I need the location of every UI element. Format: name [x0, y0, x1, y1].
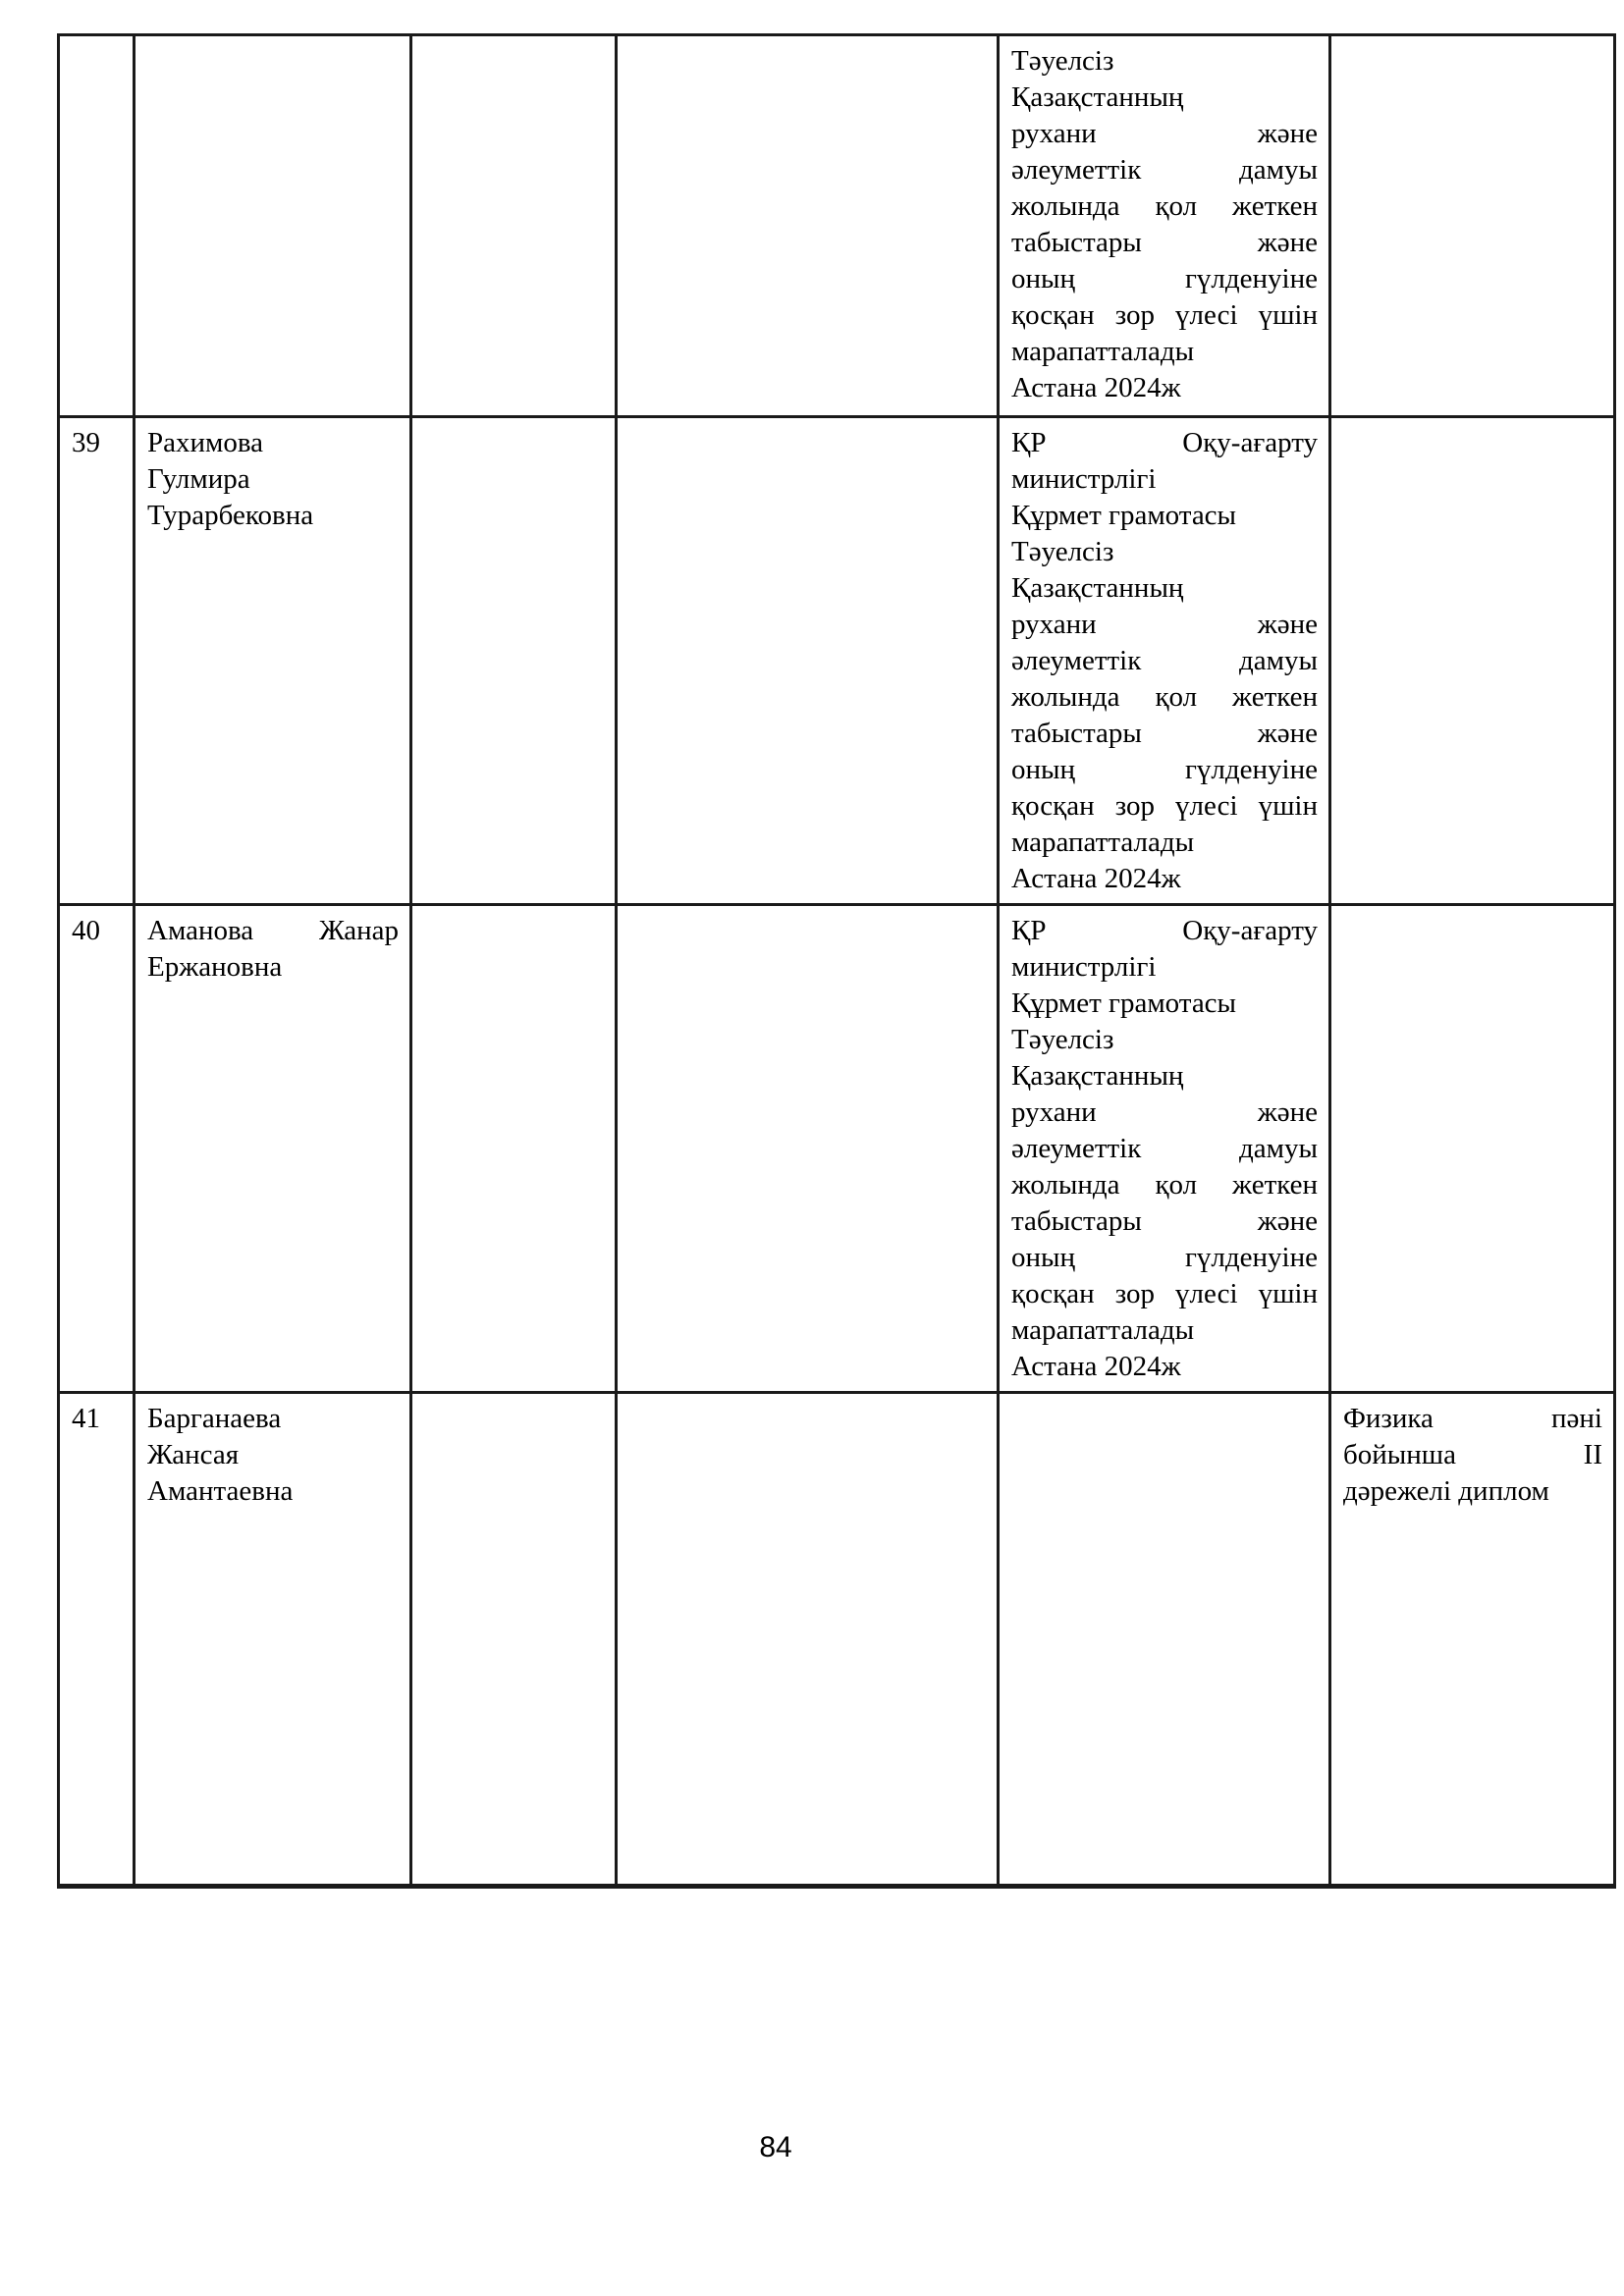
cell-award-text — [999, 417, 1330, 905]
page-number: 84 — [759, 2131, 792, 2163]
text-line: табыстары және — [1011, 718, 1318, 749]
text-line: әлеуметтік дамуы — [1011, 154, 1318, 186]
table-row-continuation — [59, 35, 1615, 417]
text-line: Тәуелсіз — [1011, 1024, 1114, 1055]
text-line: оның гүлденуіне — [1011, 754, 1318, 785]
text-line: марапатталады — [1011, 336, 1195, 367]
text-line: министрлігі — [1011, 951, 1157, 983]
text-line: марапатталады — [1011, 827, 1195, 858]
cell-empty — [617, 417, 999, 905]
text-line: министрлігі — [1011, 463, 1157, 495]
text-line: Тәуелсіз — [1011, 45, 1114, 77]
table-row-39 — [59, 417, 1615, 905]
cell-row-number: 41 — [59, 1393, 135, 1887]
text-line: қосқан зор үлесі үшін — [1011, 790, 1318, 822]
text-line: оның гүлденуіне — [1011, 263, 1318, 294]
text-line: Құрмет грамотасы — [1011, 988, 1237, 1019]
text-line: әлеуметтік дамуы — [1011, 1133, 1318, 1164]
cell-row-number — [59, 35, 135, 417]
text-line: жолында қол жеткен — [1011, 1169, 1318, 1201]
text-line: Барганаева — [147, 1403, 282, 1434]
text-line: жолында қол жеткен — [1011, 190, 1318, 222]
awards-table-body — [59, 35, 1615, 1887]
text-line: қосқан зор үлесі үшін — [1011, 299, 1318, 331]
text-line: рухани және — [1011, 609, 1318, 640]
cell-name — [135, 905, 411, 1393]
cell-diploma-text — [1330, 905, 1615, 1393]
cell-name — [135, 35, 411, 417]
text-line: рухани және — [1011, 1096, 1318, 1128]
cell-row-number: 39 — [59, 417, 135, 905]
cell-name — [135, 1393, 411, 1887]
text-line: ҚР Оқу-ағарту — [1011, 427, 1318, 458]
text-line: ҚР Оқу-ағарту — [1011, 915, 1318, 946]
cell-award-text — [999, 35, 1330, 417]
cell-row-number: 40 — [59, 905, 135, 1393]
table-row-40 — [59, 905, 1615, 1393]
text-line: Қазақстанның — [1011, 81, 1184, 113]
text-line: табыстары және — [1011, 227, 1318, 258]
text-line: марапатталады — [1011, 1314, 1195, 1346]
cell-diploma-text — [1330, 1393, 1615, 1887]
table-row-41 — [59, 1393, 1615, 1887]
cell-empty — [411, 1393, 617, 1887]
text-line: қосқан зор үлесі үшін — [1011, 1278, 1318, 1309]
text-line: Астана 2024ж — [1011, 863, 1181, 894]
cell-name — [135, 417, 411, 905]
text-line: оның гүлденуіне — [1011, 1242, 1318, 1273]
text-line: рухани және — [1011, 118, 1318, 149]
text-line: әлеуметтік дамуы — [1011, 645, 1318, 676]
cell-award-text — [999, 1393, 1330, 1887]
awards-table — [57, 33, 1616, 1889]
text-line: дәрежелі диплом — [1343, 1475, 1549, 1507]
text-line: Аманова Жанар — [147, 915, 399, 946]
text-line: Турарбековна — [147, 500, 314, 531]
cell-empty — [411, 35, 617, 417]
cell-award-text — [999, 905, 1330, 1393]
cell-empty — [617, 905, 999, 1393]
cell-empty — [411, 905, 617, 1393]
text-line: Физика пәні — [1343, 1403, 1602, 1434]
text-line: табыстары және — [1011, 1205, 1318, 1237]
text-line: Астана 2024ж — [1011, 372, 1181, 403]
cell-empty — [617, 35, 999, 417]
text-line: Жансая — [147, 1439, 240, 1470]
text-line: жолында қол жеткен — [1011, 681, 1318, 713]
text-line: бойынша II — [1343, 1439, 1602, 1470]
text-line: Қазақстанның — [1011, 572, 1184, 604]
text-line: Ержановна — [147, 951, 283, 983]
text-line: Қазақстанның — [1011, 1060, 1184, 1092]
text-line: Құрмет грамотасы — [1011, 500, 1237, 531]
cell-empty — [411, 417, 617, 905]
text-line: Астана 2024ж — [1011, 1351, 1181, 1382]
text-line: Тәуелсіз — [1011, 536, 1114, 567]
cell-diploma-text — [1330, 417, 1615, 905]
text-line: Амантаевна — [147, 1475, 294, 1507]
cell-diploma-text — [1330, 35, 1615, 417]
text-line: Гулмира — [147, 463, 250, 495]
text-line: Рахимова — [147, 427, 264, 458]
cell-empty — [617, 1393, 999, 1887]
